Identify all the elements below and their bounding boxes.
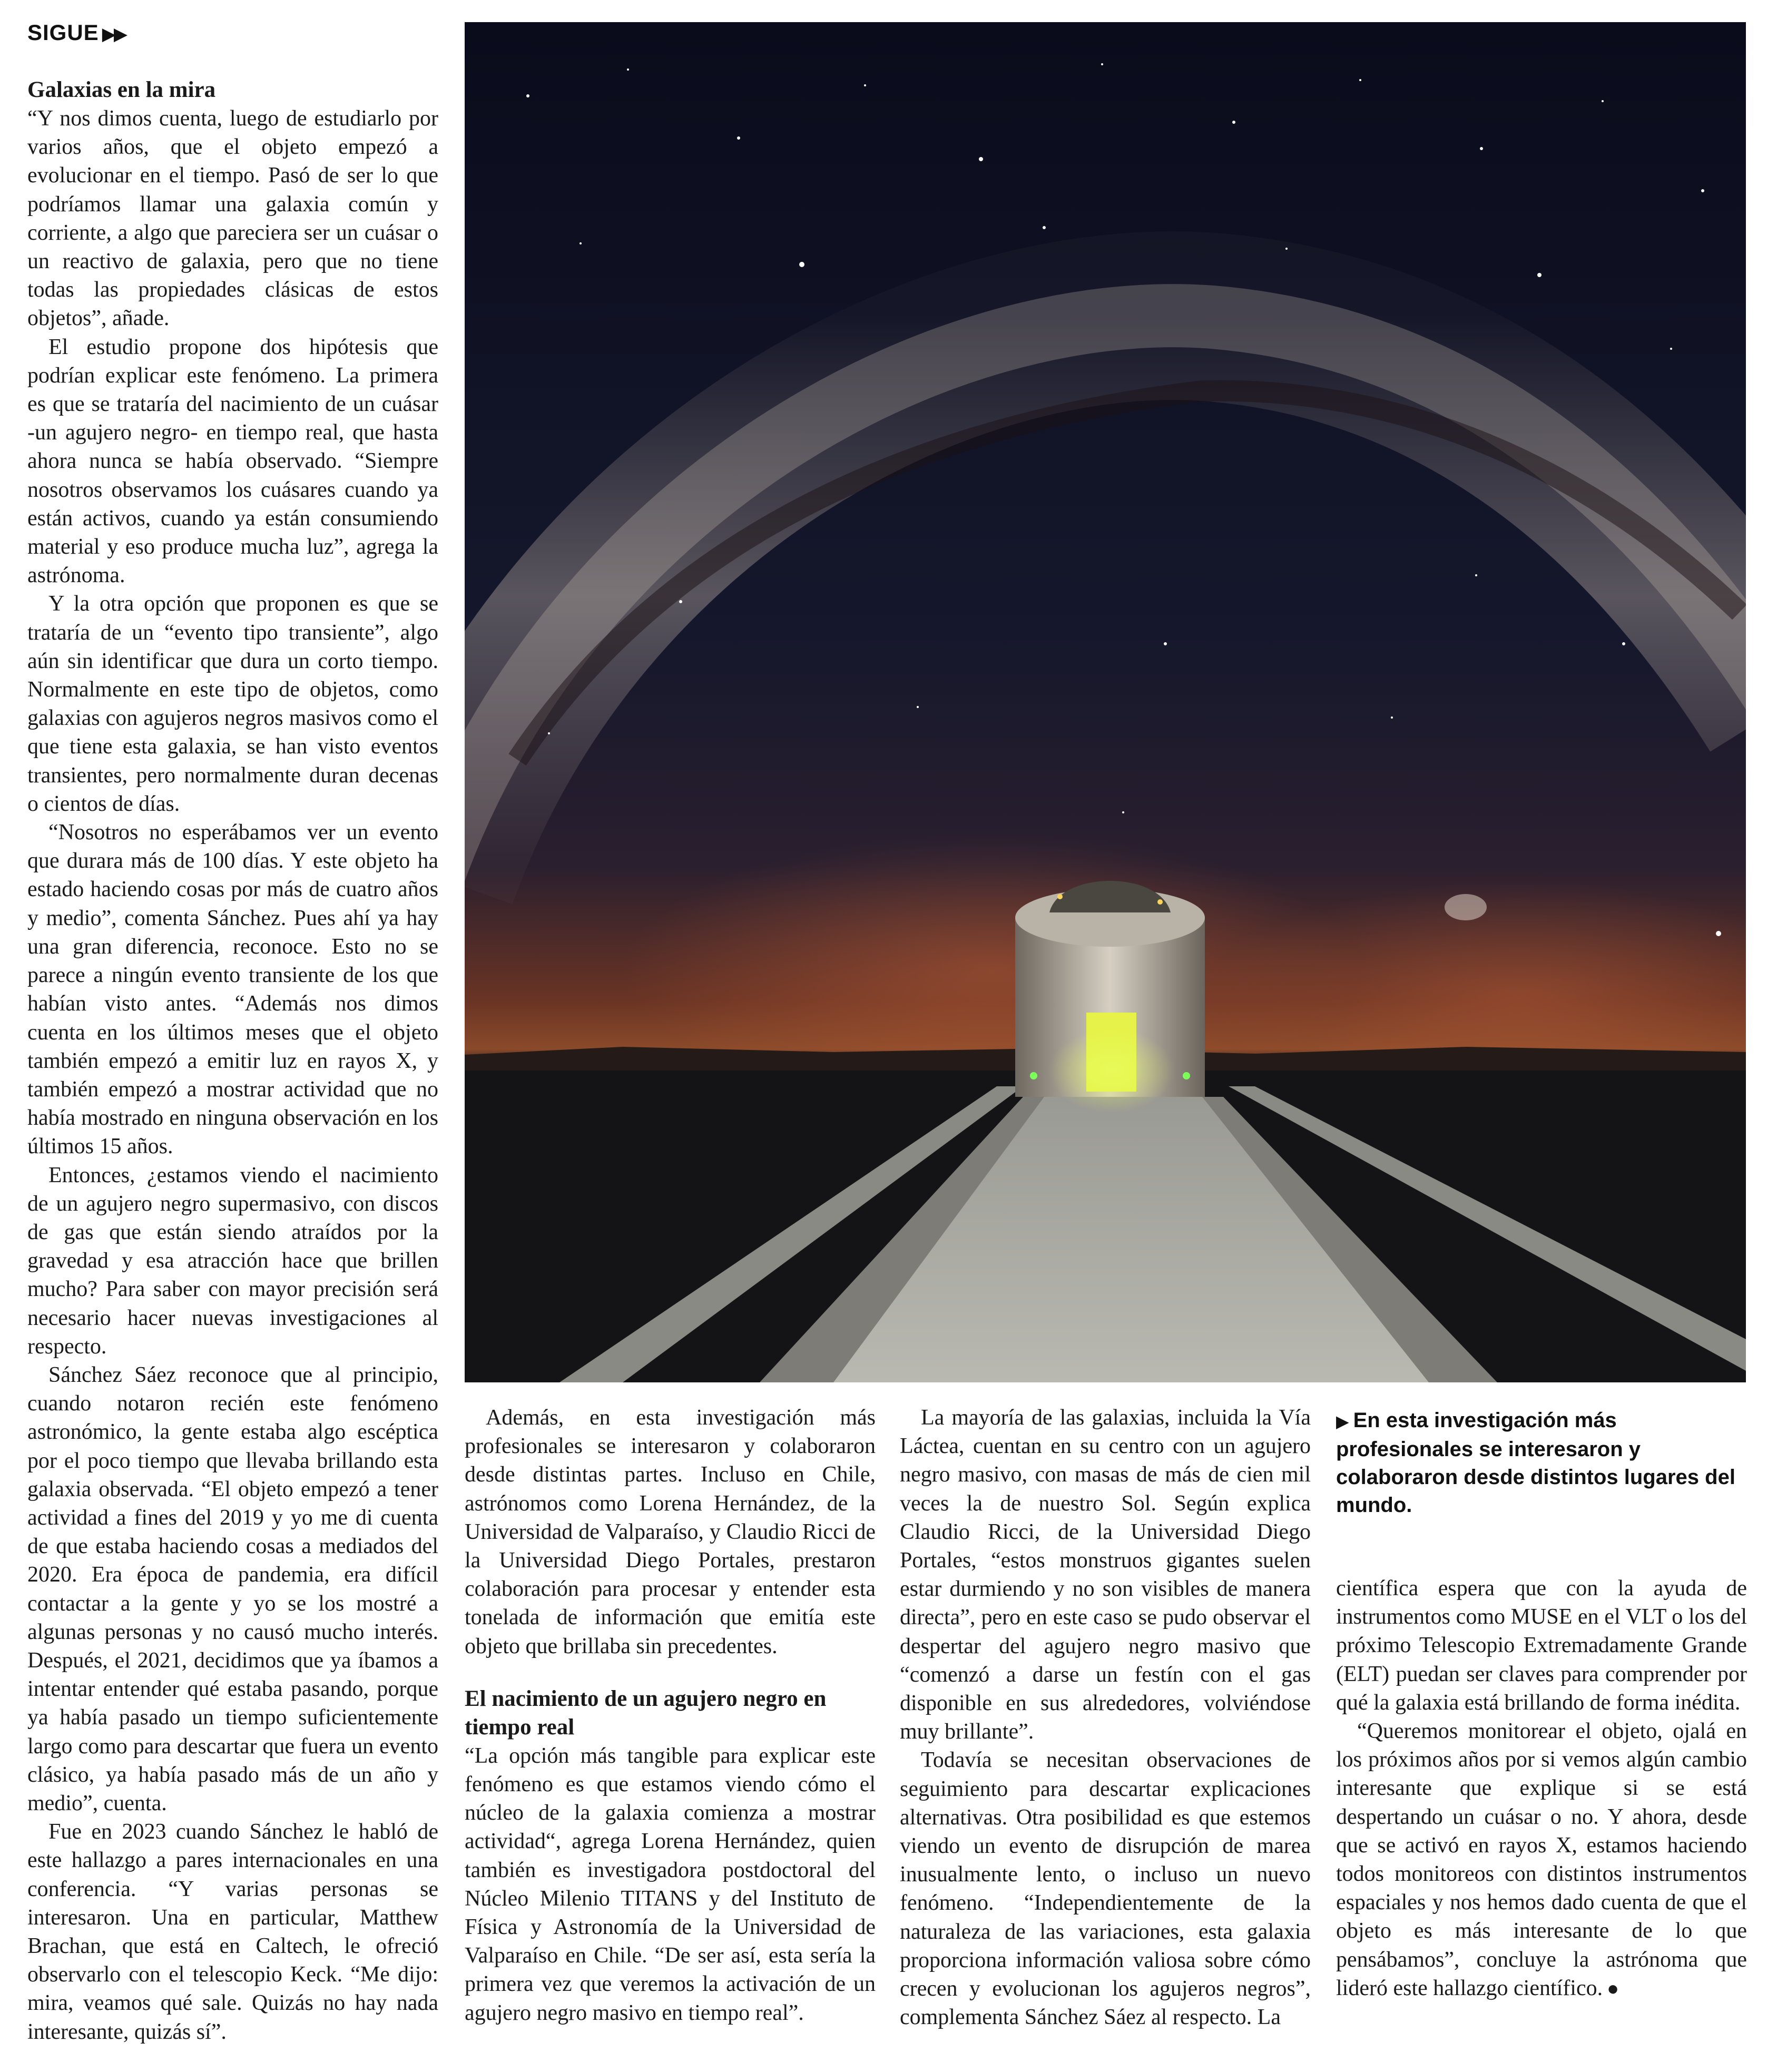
column-2 (465, 1403, 876, 2027)
subhead-galaxias: Galaxias en la mira (27, 77, 216, 102)
col4-paragraph-text: “Queremos monitorear el objeto, ojalá en los próximos años por si vemos algún cambio interesante que explique si se está despertando un cuásar o no. Y ahora, desde que se activó en rayos X, estamos haciendo todos monitoreos con distintos instrumentos espaciales y nos hemos dado cuenta de que el objeto es más interesante de lo que pensábamos”, concluye la astrónoma que lideró este hallazgo científico. (1336, 1719, 1747, 2000)
sigue-arrows-icon: ▶▶ (102, 24, 125, 44)
triangle-right-icon: ▶ (1336, 1412, 1349, 1431)
sigue-label (27, 20, 125, 45)
observatory-under-milky-way-icon (465, 22, 1746, 1382)
col1-paragraph: Entonces, ¿estamos viendo el nacimiento de un agujero negro supermasivo, con discos de gas que están siendo atraídos por la gravedad y esa atracción hace que brillen mucho? Para saber con mayor precisión será necesario hacer nuevas investigaciones al respecto. (27, 1163, 438, 1359)
callout-quote (1336, 1407, 1747, 1519)
callout-text: En esta investigación más profesionales se interesaron y colaboraron desde distintos lugares del mundo. (1336, 1409, 1735, 1517)
col1-paragraph: El estudio propone dos hipótesis que podrían explicar este fenómeno. La primera es que se trataría del nacimiento de un cuásar -un agujero negro- en tiempo real, que hasta ahora nunca se había observado. “Siempre nosotros observamos los cuásares cuando ya están activos, cuando ya están consumiendo material y eso produce mucha luz”, agrega la astrónoma. (27, 335, 438, 588)
col1-paragraph: “Y nos dimos cuenta, luego de estudiarlo por varios años, que el objeto empezó a evolucionar en el tiempo. Pasó de ser lo que podríamos llamar una galaxia común y corriente, a algo que pareciera ser un cuásar o un reactivo de galaxia, pero que no tiene todas las propiedades clásicas de estos objetos”, añade. (27, 106, 438, 331)
column-4 (1336, 1574, 1747, 2003)
column-3 (900, 1403, 1311, 2031)
col4-paragraph: científica espera que con la ayuda de instrumentos como MUSE en el VLT o los del próximo Telescopio Extremadamente Grande (ELT) puedan ser claves para comprender por qué la galaxia está brillando de forma inédita. (1336, 1576, 1747, 1715)
col2-paragraph: Además, en esta investigación más profesionales se interesaron y colaboraron desde distintas partes. Incluso en Chile, astrónomos como Lorena Hernández, de la Universidad de Valparaíso, y Claudio Ricci de la Universidad Diego Portales, prestaron colaboración para procesar y entender esta tonelada de información que emitía este objeto que brillaba sin precedentes. (465, 1406, 876, 1658)
col2-paragraph: “La opción más tangible para explicar este fenómeno es que estamos viendo cómo el núcleo de la galaxia comienza a mostrar actividad“, agrega Lorena Hernández, quien también es investigadora postdoctoral del Núcleo Milenio TITANS y del Instituto de Física y Astronomía de la Universidad de Valparaíso en Chile. “De ser así, esta sería la primera vez que veremos la activación de un agujero negro masivo en tiempo real”. (465, 1743, 876, 2025)
col1-paragraph: Y la otra opción que proponen es que se trataría de un “evento tipo transiente”, algo aún sin identificar que dura un corto tiempo. Normalmente en este tipo de objetos, como galaxias con agujeros negros masivos como el que tiene esta galaxia, se han visto eventos transientes, pero normalmente duran decenas o cientos de días. (27, 592, 438, 816)
col3-paragraph: Todavía se necesitan observaciones de seguimiento para descartar explicaciones alternativas. Otra posibilidad es que estemos viendo un evento de disrupción de marea inusualmente lento, o incluso un nuevo fenómeno. “Independientemente de la naturaleza de las variaciones, esta galaxia proporciona información valiosa sobre cómo crecen y evolucionan los agujeros negros”, complementa Sánchez Sáez al respecto. La (900, 1748, 1311, 2030)
col3-paragraph: La mayoría de las galaxias, incluida la Vía Láctea, cuentan en su centro con un agujero negro masivo, con masas de más de cien mil veces la de nuestro Sol. Según explica Claudio Ricci, de la Universidad Diego Portales, “estos monstruos gigantes suelen estar durmiendo y no son visibles de manera directa”, pero en este caso se pudo observar el despertar del agujero negro masivo que “comenzó a darse un festín con el gas disponible en sus alrededores, volviéndose muy brillante”. (900, 1406, 1311, 1744)
col1-paragraph: “Nosotros no esperábamos ver un evento que durara más de 100 días. Y este objeto ha estado haciendo cosas por más de cuatro años y medio”, comenta Sánchez. Pues ahí ya hay una gran diferencia, reconoce. Esto no se parece a ningún evento transiente de los que habían visto antes. “Además nos dimos cuenta en los últimos meses que el objeto también empezó a emitir luz en rayos X, y también empezó a mostrar actividad que no había mostrado en ninguna observación en los últimos 15 años. (27, 820, 438, 1159)
column-1 (27, 76, 438, 2046)
subhead-nacimiento: El nacimiento de un agujero negro en tiempo real (465, 1686, 827, 1740)
col1-paragraph: Sánchez Sáez reconoce que al principio, cuando notaron recién este fenómeno astronómico, la gente estaba algo escéptica por el poco tiempo que llevaba brillando esta galaxia observada. “El objeto empezó a tener actividad a fines del 2019 y yo me di cuenta de que estaba haciendo cosas a mediados del 2020. Era época de pandemia, era difícil contactar a la gente y yo se los mostré a algunas personas y no causó mucho interés. Después, el 2021, decidimos que ya íbamos a intentar entender qué estaba pasando, porque ya había pasado un tiempo suficientemente largo como para descartar que fuera un evento clásico, ya había pasado más de un año y medio”, cuenta. (27, 1362, 438, 1815)
end-mark-icon: ● (1607, 1977, 1619, 2000)
col4-paragraph (1336, 1717, 1747, 2003)
sigue-text: SIGUE (27, 20, 99, 45)
observatory-photo (465, 22, 1746, 1382)
col1-paragraph: Fue en 2023 cuando Sánchez le habló de este hallazgo a pares internacionales en una conferencia. “Y varias personas se interesaron. Una en particular, Matthew Brachan, que está en Caltech, le ofreció observarlo con el telescopio Keck. “Me dijo: mira, veamos qué sale. Quizás no hay nada interesante, quizás sí”. (27, 1820, 438, 2044)
